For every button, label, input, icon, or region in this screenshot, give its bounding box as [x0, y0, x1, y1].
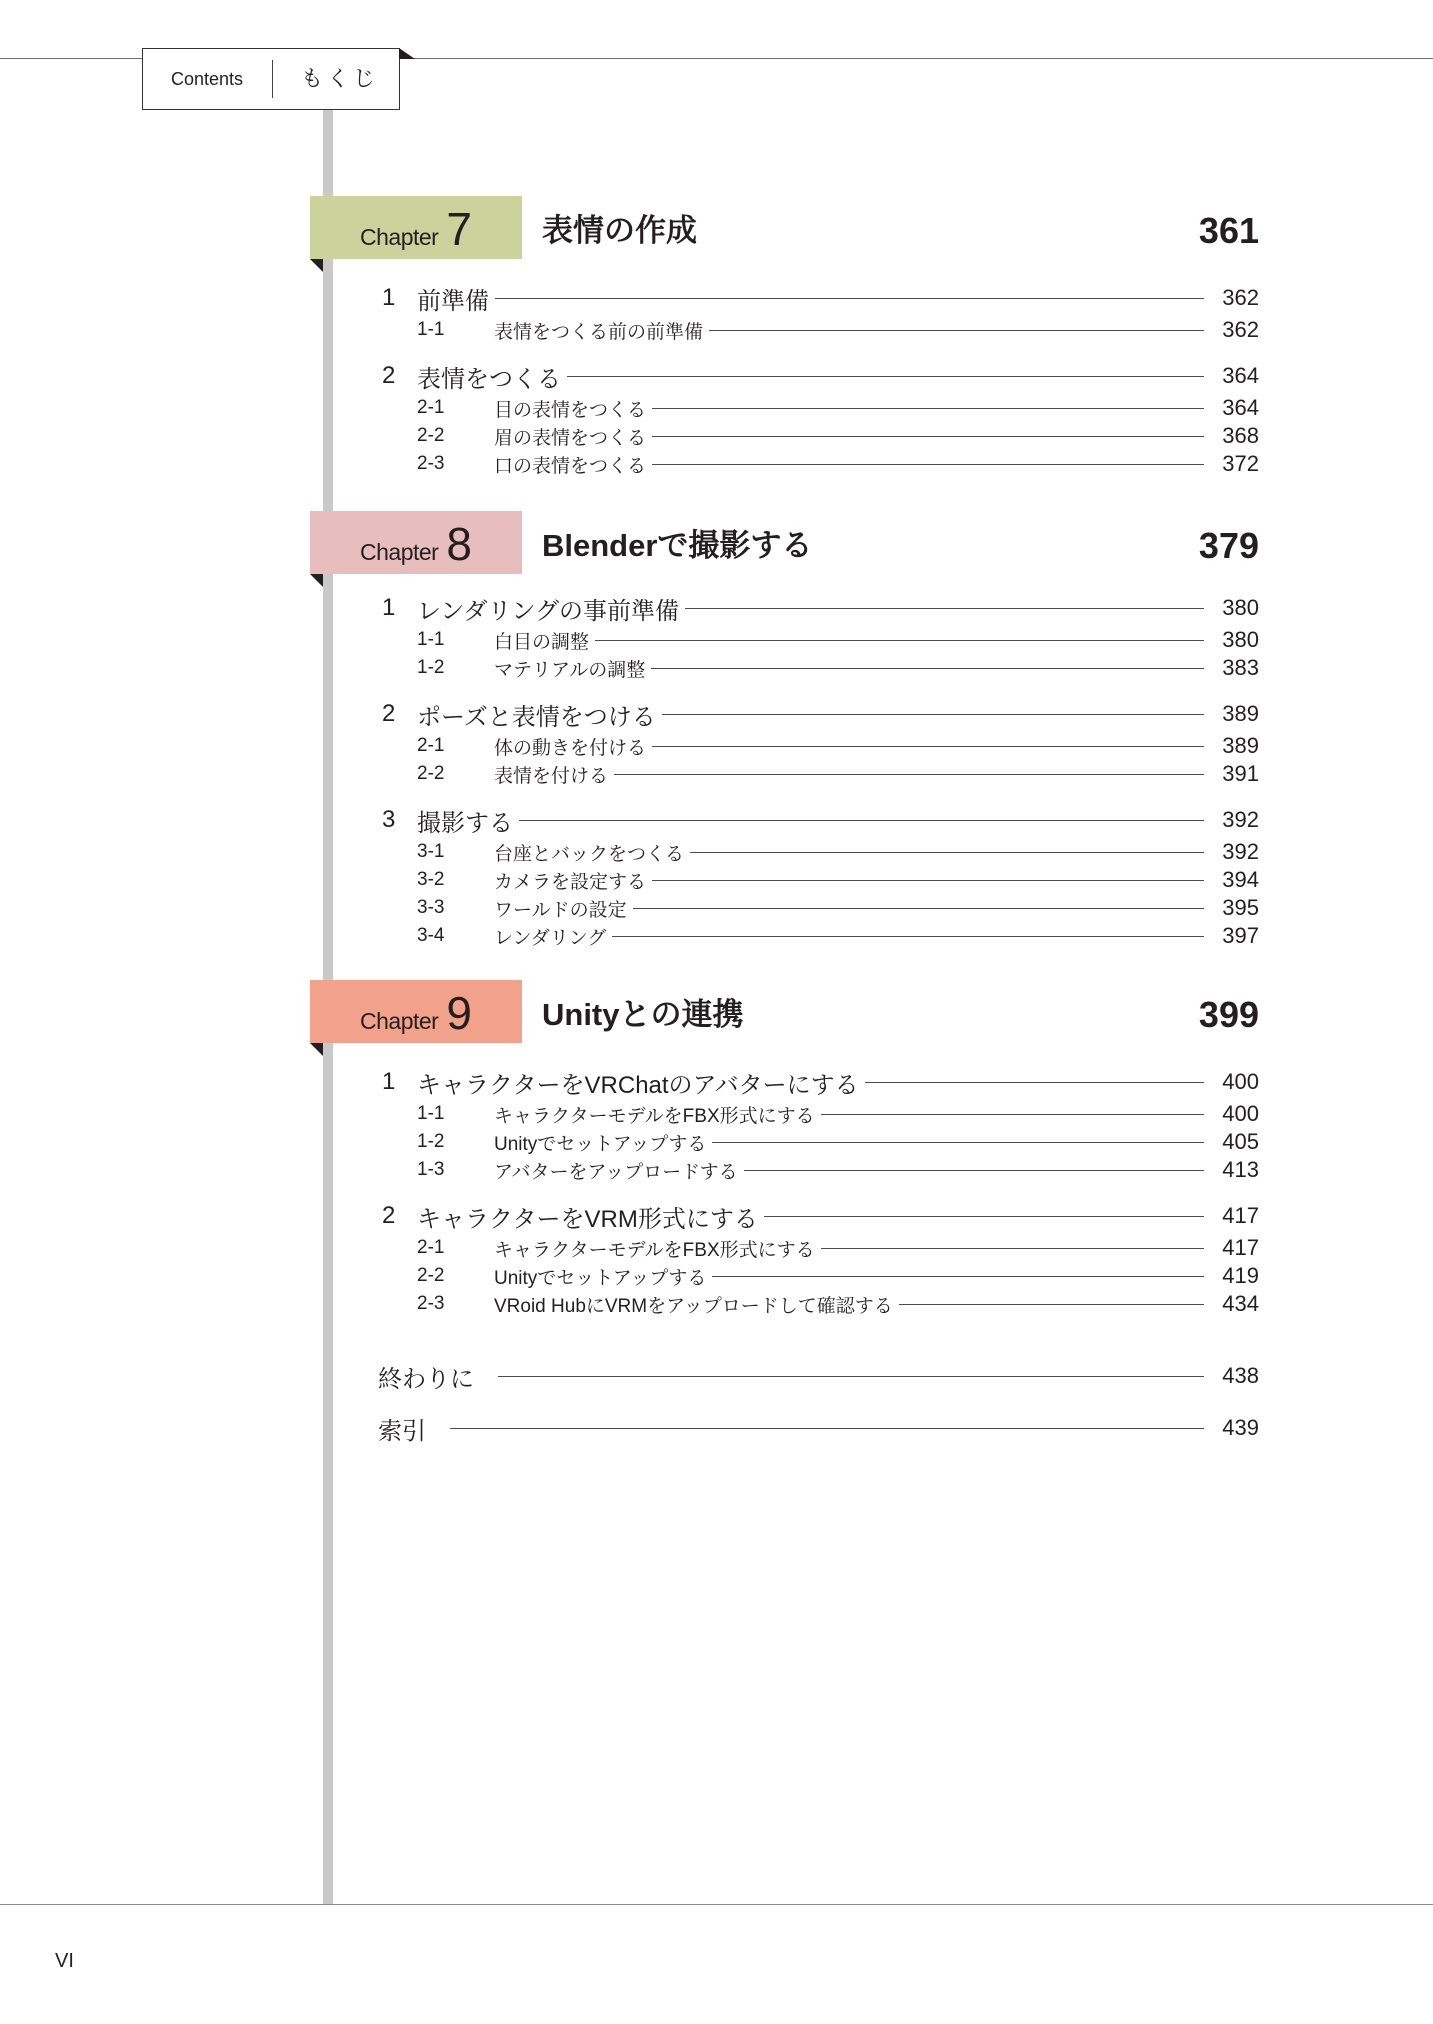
mokuji-label: もくじ: [301, 66, 380, 91]
item-row: [382, 422, 1259, 450]
item-number: 2-1: [417, 735, 445, 756]
item-title: 体の動きを付ける: [494, 737, 647, 759]
item-page: 405: [1222, 1129, 1259, 1154]
leader-line: [495, 298, 1204, 299]
item-page: 392: [1222, 839, 1259, 864]
leader-line: [685, 608, 1204, 609]
item-number: 1-3: [417, 1159, 445, 1180]
leader-line: [709, 330, 1204, 331]
item-page: 372: [1222, 451, 1259, 476]
section-title: キャラクターをVRChatのアバターにする: [417, 1071, 859, 1099]
toc-section-group: [382, 590, 1259, 682]
leader-line: [764, 1216, 1204, 1217]
item-number: 1-1: [417, 319, 445, 340]
item-row: [382, 1156, 1259, 1184]
chapter-sections: [382, 574, 1259, 950]
leader-line: [652, 436, 1204, 437]
chapter-title: Unityとの連携: [542, 997, 744, 1032]
item-page: 362: [1222, 317, 1259, 342]
leader-line: [899, 1304, 1204, 1305]
tab-divider: [272, 60, 273, 98]
item-row: [382, 1234, 1259, 1262]
end-matter-title: 索引: [378, 1417, 426, 1445]
item-number: 3-1: [417, 841, 445, 862]
chapter-label: Chapter: [360, 224, 439, 250]
leader-line: [690, 852, 1204, 853]
chapter-badge: [310, 980, 522, 1043]
item-page: 417: [1222, 1235, 1259, 1260]
item-row: [382, 866, 1259, 894]
toc-section-group: [382, 696, 1259, 788]
item-page: 391: [1222, 761, 1259, 786]
item-number: 3-4: [417, 925, 445, 946]
leader-line: [567, 376, 1204, 377]
leader-line: [633, 908, 1204, 909]
item-title: キャラクターモデルをFBX形式にする: [494, 1239, 815, 1261]
fold-triangle: [310, 574, 323, 587]
chapter-label: Chapter: [360, 539, 439, 565]
end-matter-row: [378, 1410, 1259, 1446]
item-number: 3-3: [417, 897, 445, 918]
item-page: 400: [1222, 1101, 1259, 1126]
item-page: 368: [1222, 423, 1259, 448]
section-title: 表情をつくる: [417, 365, 561, 393]
item-row: [382, 394, 1259, 422]
item-title: VRoid HubにVRMをアップロードして確認する: [494, 1295, 893, 1317]
chapter-header: [310, 980, 1259, 1043]
chapter-number: 8: [446, 518, 472, 570]
item-number: 1-1: [417, 1103, 445, 1124]
bottom-rule: [0, 1904, 1433, 1905]
section-row: [382, 802, 1259, 838]
item-page: 364: [1222, 395, 1259, 420]
item-row: [382, 1128, 1259, 1156]
item-title: Unityでセットアップする: [494, 1133, 707, 1155]
section-page: 364: [1222, 363, 1259, 388]
item-number: 2-1: [417, 1237, 445, 1258]
section-page: 392: [1222, 807, 1259, 832]
item-row: [382, 1100, 1259, 1128]
chapter-title: 表情の作成: [542, 213, 697, 248]
item-number: 3-2: [417, 869, 445, 890]
section-row: [382, 1198, 1259, 1234]
chapter-page: 379: [1198, 525, 1259, 566]
item-row: [382, 316, 1259, 344]
item-title: アバターをアップロードする: [494, 1161, 738, 1183]
leader-line: [652, 464, 1204, 465]
fold-triangle: [310, 259, 323, 272]
section-row: [382, 1064, 1259, 1100]
item-number: 2-1: [417, 397, 445, 418]
section-page: 380: [1222, 595, 1259, 620]
item-page: 380: [1222, 627, 1259, 652]
item-title: 白目の調整: [494, 631, 590, 653]
item-page: 389: [1222, 733, 1259, 758]
section-number: 3: [382, 806, 396, 833]
leader-line: [498, 1376, 1204, 1377]
leader-line: [450, 1428, 1204, 1429]
item-page: 419: [1222, 1263, 1259, 1288]
chapter-header: [310, 196, 1259, 259]
item-number: 1-2: [417, 657, 445, 678]
fold-triangle: [310, 1043, 323, 1056]
contents-label: Contents: [171, 69, 244, 89]
end-matter-page: 438: [1222, 1363, 1259, 1388]
section-row: [382, 590, 1259, 626]
item-row: [382, 450, 1259, 478]
chapter-badge-text: [360, 518, 472, 570]
item-row: [382, 922, 1259, 950]
item-page: 395: [1222, 895, 1259, 920]
item-title: ワールドの設定: [494, 899, 627, 921]
section-number: 2: [382, 700, 396, 727]
chapter-number: 7: [446, 203, 472, 255]
item-title: Unityでセットアップする: [494, 1267, 707, 1289]
item-title: 眉の表情をつくる: [494, 427, 647, 449]
toc-section-group: [382, 1198, 1259, 1318]
chapter-badge: [310, 511, 522, 574]
leader-line: [652, 408, 1204, 409]
section-number: 1: [382, 1068, 396, 1095]
end-matter-page: 439: [1222, 1415, 1259, 1440]
item-row: [382, 626, 1259, 654]
chapter-header: [310, 511, 1259, 574]
item-number: 2-3: [417, 1293, 445, 1314]
item-title: キャラクターモデルをFBX形式にする: [494, 1105, 815, 1127]
end-matter: [378, 1358, 1259, 1446]
toc-section-group: [382, 802, 1259, 950]
item-title: 目の表情をつくる: [494, 399, 647, 421]
section-page: 400: [1222, 1069, 1259, 1094]
section-number: 1: [382, 284, 396, 311]
item-number: 2-2: [417, 763, 445, 784]
item-page: 413: [1222, 1157, 1259, 1182]
section-number: 1: [382, 594, 396, 621]
item-page: 394: [1222, 867, 1259, 892]
section-title: ポーズと表情をつける: [417, 703, 656, 731]
chapter-label: Chapter: [360, 1008, 439, 1034]
section-row: [382, 280, 1259, 316]
item-page: 434: [1222, 1291, 1259, 1316]
item-row: [382, 1262, 1259, 1290]
leader-line: [662, 714, 1204, 715]
section-title: キャラクターをVRM形式にする: [417, 1205, 758, 1233]
section-number: 2: [382, 1202, 396, 1229]
leader-line: [821, 1114, 1204, 1115]
end-matter-title: 終わりに: [378, 1365, 474, 1393]
section-title: 撮影する: [417, 809, 513, 837]
item-number: 2-2: [417, 425, 445, 446]
item-title: 表情を付ける: [494, 765, 609, 787]
chapter-sections: [382, 259, 1259, 478]
toc-section-group: [382, 358, 1259, 478]
item-page: 383: [1222, 655, 1259, 680]
chapter-block: [310, 980, 1259, 1318]
item-title: 口の表情をつくる: [494, 455, 647, 477]
chapter-number: 9: [446, 987, 472, 1039]
leader-line: [519, 820, 1204, 821]
chapter-block: [310, 196, 1259, 478]
chapter-badge-text: [360, 203, 472, 255]
item-number: 1-1: [417, 629, 445, 650]
item-title: カメラを設定する: [494, 871, 647, 893]
section-page: 417: [1222, 1203, 1259, 1228]
section-title: 前準備: [417, 287, 489, 315]
item-row: [382, 1290, 1259, 1318]
item-title: レンダリング: [494, 927, 607, 949]
section-row: [382, 696, 1259, 732]
chapter-badge: [310, 196, 522, 259]
tab-corner-triangle: [399, 48, 415, 59]
section-page: 389: [1222, 701, 1259, 726]
item-title: 台座とバックをつくる: [494, 843, 685, 865]
item-row: [382, 732, 1259, 760]
leader-line: [652, 880, 1204, 881]
leader-line: [744, 1170, 1204, 1171]
section-title: レンダリングの事前準備: [417, 597, 679, 625]
item-row: [382, 760, 1259, 788]
contents-tab: [142, 48, 400, 110]
item-title: 表情をつくる前の前準備: [494, 321, 704, 343]
chapter-badge-text: [360, 987, 472, 1039]
section-row: [382, 358, 1259, 394]
section-page: 362: [1222, 285, 1259, 310]
leader-line: [821, 1248, 1204, 1249]
item-number: 2-3: [417, 453, 445, 474]
toc-section-group: [382, 280, 1259, 344]
chapter-sections: [382, 1043, 1259, 1318]
item-number: 1-2: [417, 1131, 445, 1152]
leader-line: [612, 936, 1204, 937]
item-number: 2-2: [417, 1265, 445, 1286]
item-row: [382, 654, 1259, 682]
toc-section-group: [382, 1064, 1259, 1184]
item-page: 397: [1222, 923, 1259, 948]
chapter-page: 361: [1198, 210, 1259, 251]
page-number: VI: [55, 1950, 74, 1972]
leader-line: [595, 640, 1204, 641]
leader-line: [712, 1142, 1204, 1143]
chapter-page: 399: [1198, 994, 1259, 1035]
leader-line: [651, 668, 1204, 669]
chapter-title: Blenderで撮影する: [542, 528, 813, 563]
item-title: マテリアルの調整: [494, 659, 646, 681]
section-number: 2: [382, 362, 396, 389]
leader-line: [712, 1276, 1204, 1277]
leader-line: [865, 1082, 1204, 1083]
end-matter-row: [378, 1358, 1259, 1394]
chapter-block: [310, 511, 1259, 950]
leader-line: [614, 774, 1204, 775]
leader-line: [652, 746, 1204, 747]
item-row: [382, 894, 1259, 922]
item-row: [382, 838, 1259, 866]
